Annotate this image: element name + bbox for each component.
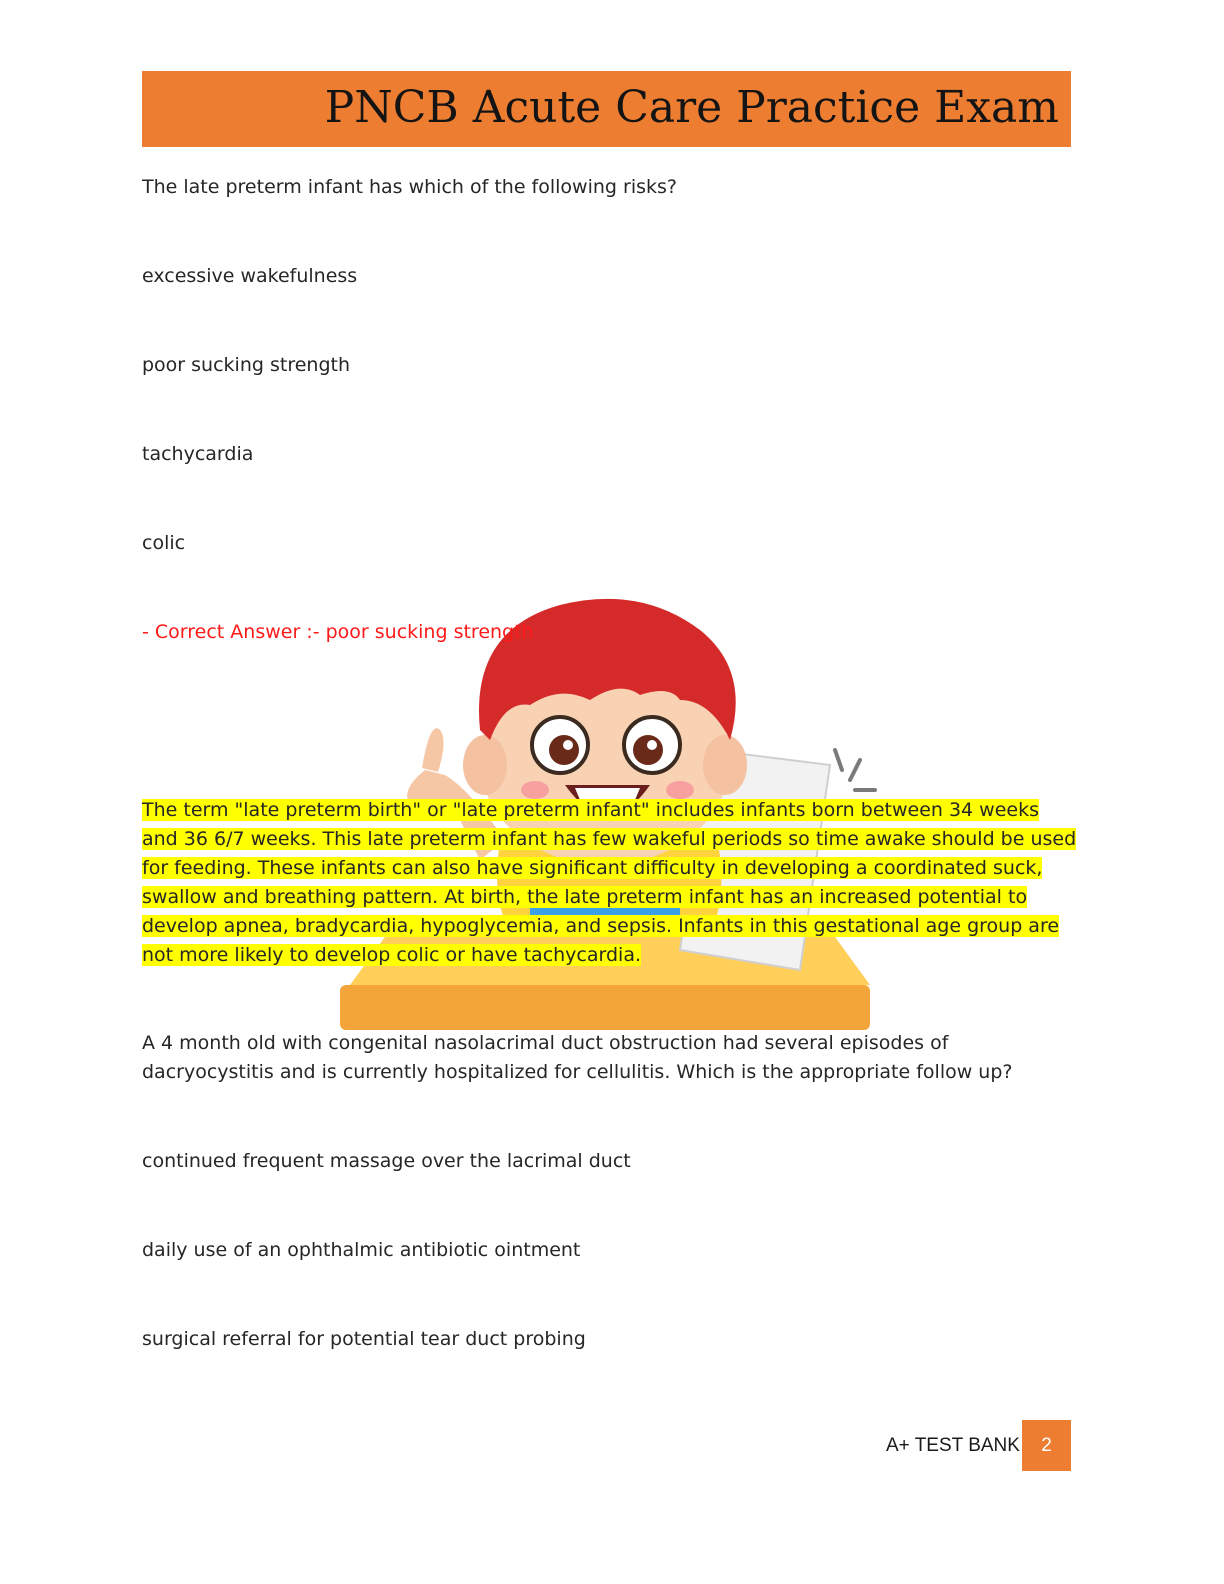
question-1-option-3: tachycardia <box>142 443 254 465</box>
question-1-option-4: colic <box>142 532 186 554</box>
question-2-prompt: A 4 month old with congenital nasolacrimal duct obstruction had several episodes of dacryocystitis and is currently hospitalized for cellulitis. Which is the appropriate follow up? <box>142 1032 1013 1083</box>
question-1-prompt: The late preterm infant has which of the following risks? <box>142 176 677 198</box>
header-band <box>142 71 1071 147</box>
answer-explanation <box>142 796 1077 970</box>
question-2-option-3: surgical referral for potential tear duct probing <box>142 1328 586 1350</box>
question-1-option-1: excessive wakefulness <box>142 265 358 287</box>
question-2-option-1: continued frequent massage over the lacrimal duct <box>142 1150 631 1172</box>
question-2-option-2: daily use of an ophthalmic antibiotic ointment <box>142 1239 581 1261</box>
page-number: 2 <box>1022 1420 1071 1471</box>
correct-answer: - Correct Answer :- poor sucking strength <box>142 621 534 643</box>
highlighted-explanation-text: The term "late preterm birth" or "late preterm infant" includes infants born between 34 weeks and 36 6/7 weeks. This late preterm infant has few wakeful periods so time awake should be used for feeding. These infants can also have significant difficulty in developing a coordinated suck, swallow and breathing pattern. At birth, the late preterm infant has an increased potential to develop apnea, bradycardia, hypoglycemia, and sepsis. Infants in this gestational age group are not more likely to develop colic or have tachycardia. <box>142 799 1077 966</box>
footer-label: A+ TEST BANK <box>886 1435 1020 1456</box>
page-title: PNCB Acute Care Practice Exam <box>324 82 1059 133</box>
question-1-option-2: poor sucking strength <box>142 354 350 376</box>
